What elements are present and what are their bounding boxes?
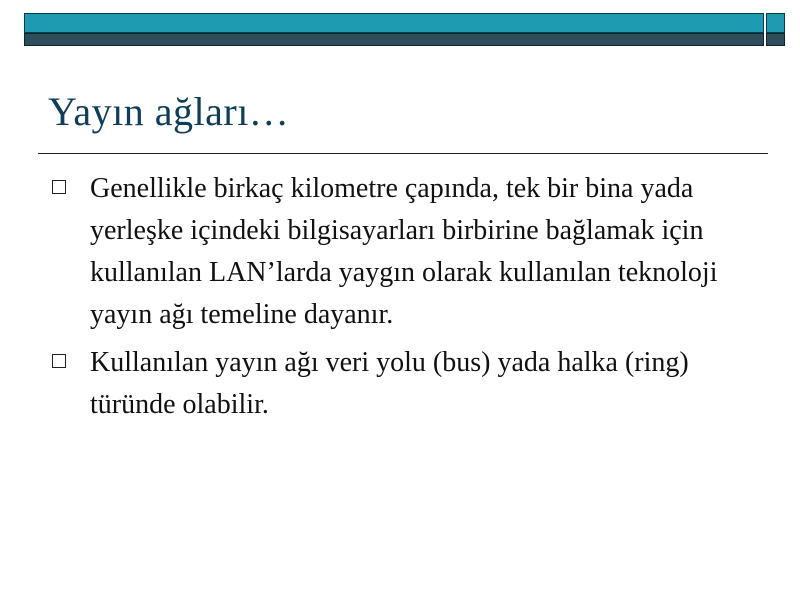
bullet-list: [48, 168, 768, 432]
title-divider: [38, 153, 768, 154]
header-bar-dark: [24, 33, 764, 46]
slide-title: Yayın ağları…: [48, 89, 290, 134]
header-bar-light: [24, 13, 764, 33]
hollow-square-bullet-icon: [52, 354, 66, 368]
bullet-item: [48, 168, 768, 336]
bullet-item: [48, 342, 768, 426]
hollow-square-bullet-icon: [52, 180, 66, 194]
header-square-dark: [766, 33, 785, 46]
bullet-text: Genellikle birkaç kilometre çapında, tek bir bina yada yerleşke içindeki bilgisayarları birbirine bağlamak için kullanılan LAN’larda yaygın olarak kullanılan teknoloji yayın ağı temeline dayanır.: [90, 173, 718, 330]
header-square-light: [766, 13, 785, 33]
bullet-text: Kullanılan yayın ağı veri yolu (bus) yada halka (ring) türünde olabilir.: [90, 347, 689, 420]
